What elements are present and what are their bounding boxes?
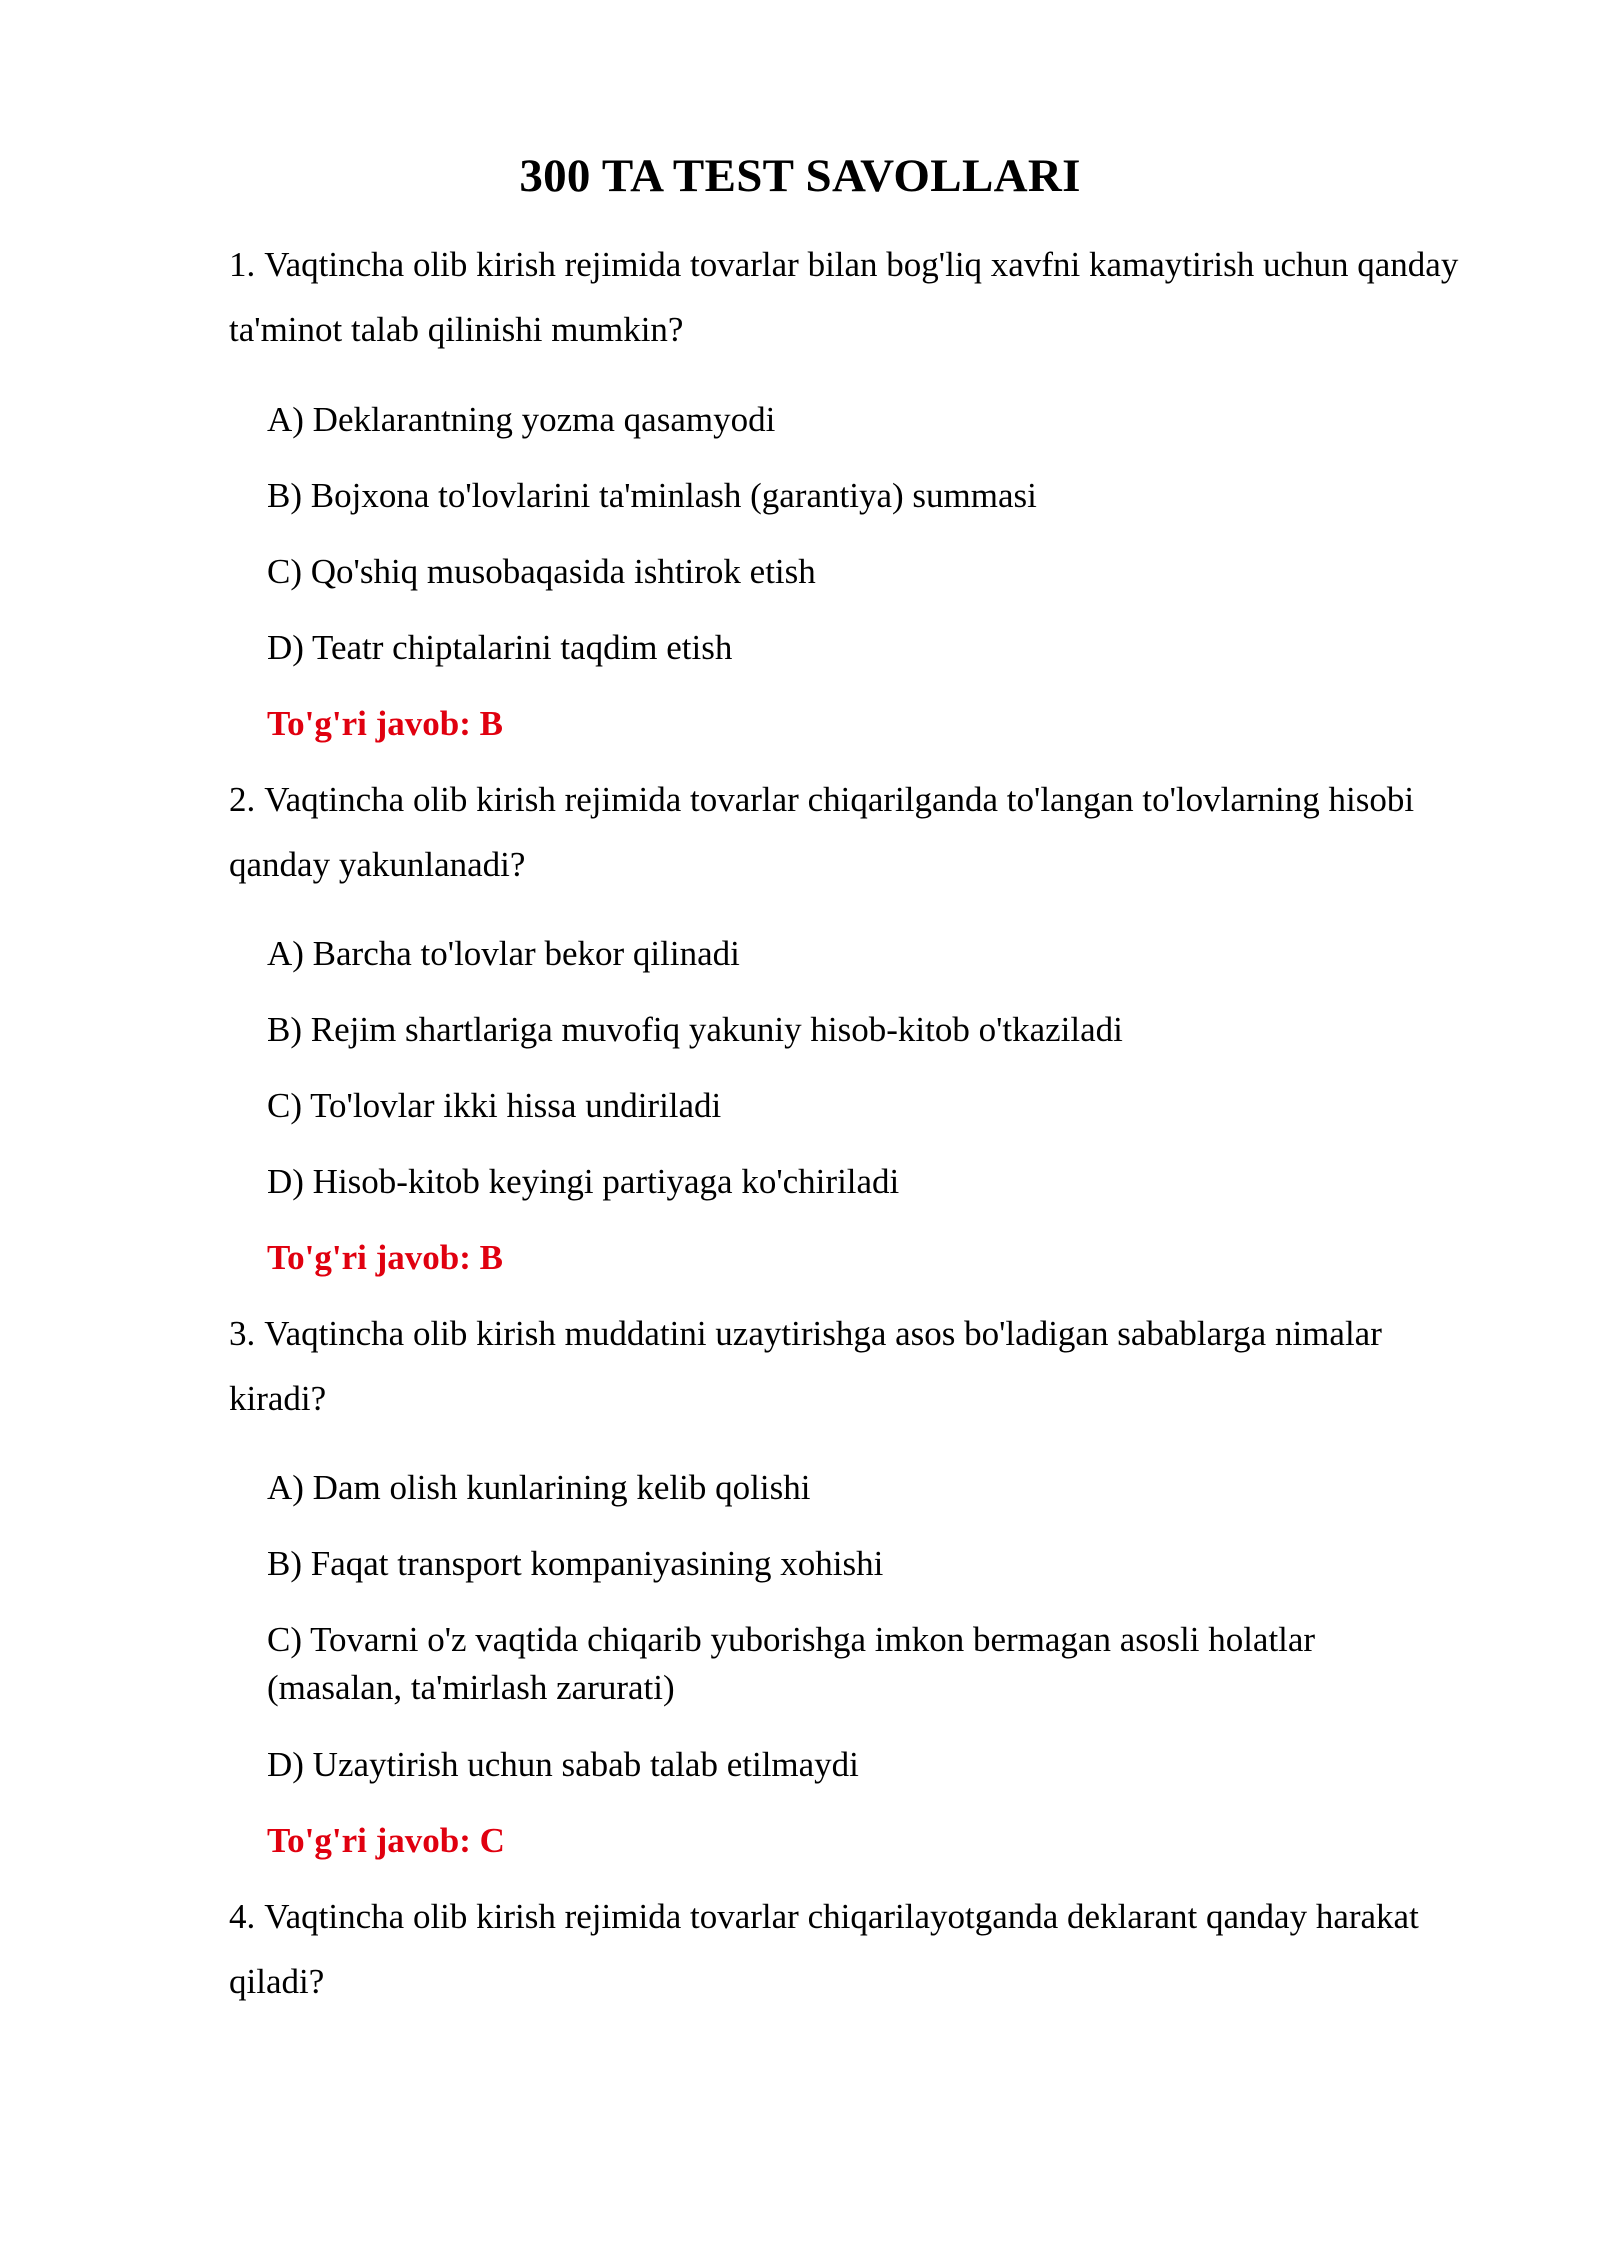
question-4 — [229, 1884, 1469, 2014]
page-title: 300 TA TEST SAVOLLARI — [519, 150, 1081, 202]
option-d: D) Hisob-kitob keyingi partiyaga ko'chiriladi — [267, 1162, 900, 1201]
option-a: A) Deklarantning yozma qasamyodi — [267, 400, 776, 439]
correct-answer: To'g'ri javob: B — [267, 1238, 503, 1277]
option-a: A) Barcha to'lovlar bekor qilinadi — [267, 934, 740, 973]
option-a: A) Dam olish kunlarining kelib qolishi — [267, 1468, 811, 1507]
question-2 — [229, 767, 1469, 897]
option-d: D) Teatr chiptalarini taqdim etish — [267, 628, 733, 667]
question-number: 3. — [229, 1314, 256, 1353]
question-text: Vaqtincha olib kirish rejimida tovarlar chiqarilayotganda deklarant qanday harakat qiladi? — [229, 1897, 1419, 2001]
option-c: C) Tovarni o'z vaqtida chiqarib yuborishga imkon bermagan asosli holatlar (masalan, ta'mirlash zarurati) — [267, 1620, 1316, 1707]
question-3 — [229, 1301, 1469, 1431]
question-text: Vaqtincha olib kirish rejimida tovarlar chiqarilganda to'langan to'lovlarning hisobi qanday yakunlanadi? — [229, 780, 1415, 884]
option-b: B) Faqat transport kompaniyasining xohishi — [267, 1544, 884, 1583]
option-c: C) Qo'shiq musobaqasida ishtirok etish — [267, 552, 816, 591]
question-text: Vaqtincha olib kirish rejimida tovarlar bilan bog'liq xavfni kamaytirish uchun qanday ta'minot talab qilinishi mumkin? — [229, 245, 1459, 349]
question-number: 4. — [229, 1897, 256, 1936]
question-text: Vaqtincha olib kirish muddatini uzaytirishga asos bo'ladigan sabablarga nimalar kiradi? — [229, 1314, 1382, 1418]
correct-answer: To'g'ri javob: C — [267, 1821, 505, 1860]
option-b: B) Rejim shartlariga muvofiq yakuniy hisob-kitob o'tkaziladi — [267, 1010, 1123, 1049]
question-1 — [229, 232, 1469, 362]
correct-answer: To'g'ri javob: B — [267, 704, 503, 743]
question-number: 2. — [229, 780, 256, 819]
question-number: 1. — [229, 245, 256, 284]
option-c: C) To'lovlar ikki hissa undiriladi — [267, 1086, 722, 1125]
option-d: D) Uzaytirish uchun sabab talab etilmaydi — [267, 1745, 859, 1784]
option-b: B) Bojxona to'lovlarini ta'minlash (garantiya) summasi — [267, 476, 1037, 515]
